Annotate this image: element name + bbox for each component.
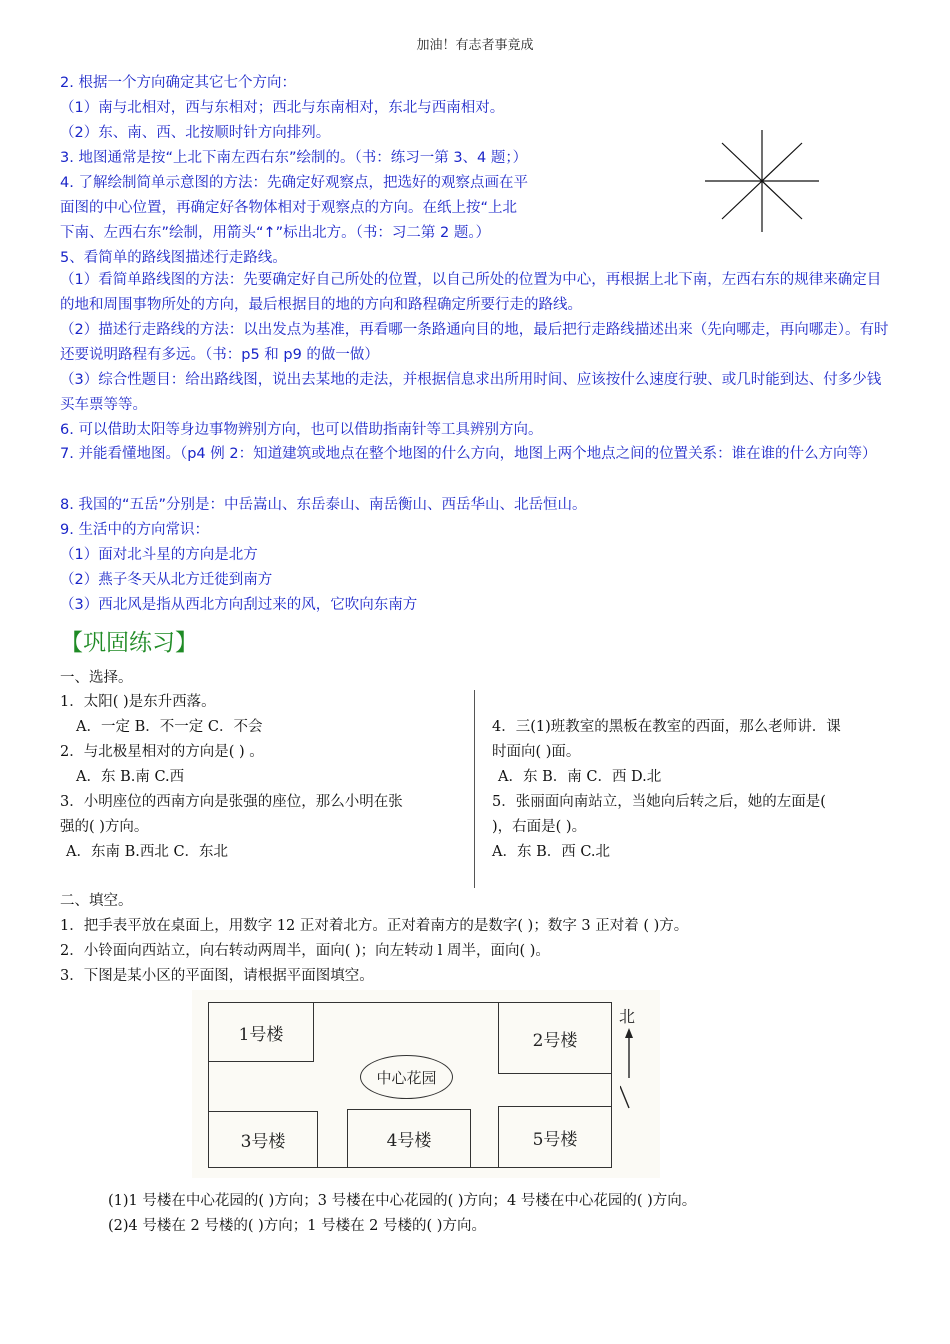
- building-3: 3号楼: [208, 1111, 318, 1168]
- choice-q2-options: A．东 B.南 C.西: [76, 769, 185, 785]
- point-5: 5、看简单的路线图描述行走路线。: [60, 250, 287, 266]
- point-9-1: （1）面对北斗星的方向是北方: [60, 547, 258, 563]
- fill-q3-sub-2: (2)4 号楼在 2 号楼的( )方向；1 号楼在 2 号楼的( )方向。: [108, 1218, 486, 1234]
- choice-q3-line-1: 3．小明座位的西南方向是张强的座位，那么小明在张: [60, 794, 403, 810]
- fill-title: 二、填空。: [60, 893, 133, 909]
- point-2-2: （2）东、南、西、北按顺时针方向排列。: [60, 125, 331, 141]
- central-garden: 中心花园: [360, 1055, 453, 1099]
- fill-q1: 1．把手表平放在桌面上，用数字 12 正对着北方。正对着南方的是数字( )；数字 3 正对着 ( )方。: [60, 918, 689, 934]
- point-7: 7. 并能看懂地图。（p4 例 2：知道建筑或地点在整个地图的什么方向，地图上两个地点之间的位置关系：谁在谁的什么方向等）: [60, 446, 877, 462]
- point-4-line-2: 面图的中心位置，再确定好各物体相对于观察点的方向。在纸上按“上北: [60, 200, 518, 216]
- point-8: 8. 我国的“五岳”分别是：中岳嵩山、东岳泰山、南岳衡山、西岳华山、北岳恒山。: [60, 497, 587, 513]
- point-4-line-1: 4. 了解绘制简单示意图的方法：先确定好观察点，把选好的观察点画在平: [60, 175, 528, 191]
- point-6: 6. 可以借助太阳等身边事物辨别方向，也可以借助指南针等工具辨别方向。: [60, 422, 543, 438]
- north-label: 北: [619, 1007, 636, 1026]
- fill-q3-sub-1: (1)1 号楼在中心花园的( )方向；3 号楼在中心花园的( )方向；4 号楼在中心花园的( )方向。: [108, 1193, 697, 1209]
- building-4: 4号楼: [347, 1109, 471, 1168]
- eight-directions-diagram: [700, 126, 825, 236]
- point-5-1: （1）看简单路线图的方法：先要确定好自己所处的位置，以自己所处的位置为中心，再根据上北下南，左西右东的规律来确定目的地和周围事物所处的方向，最后根据目的地的方向和路程确定所要行走的路线。: [60, 272, 882, 313]
- choice-q5-line-2: )，右面是( )。: [492, 819, 587, 835]
- choice-q1: 1．太阳( )是东升西落。: [60, 694, 216, 710]
- point-4-line-3: 下南、左西右东”绘制，用箭头“↑”标出北方。（书：习二第 2 题。）: [60, 225, 491, 241]
- fill-q3: 3．下图是某小区的平面图，请根据平面图填空。: [60, 968, 374, 984]
- community-floor-plan: [192, 990, 660, 1178]
- point-2-1: （1）南与北相对，西与东相对；西北与东南相对，东北与西南相对。: [60, 100, 505, 116]
- choice-title: 一、选择。: [60, 670, 133, 686]
- point-5-3: （3）综合性题目：给出路线图，说出去某地的走法，并根据信息求出所用时间、应该按什么速度行驶、或几时能到达、付多少钱买车票等等。: [60, 372, 882, 413]
- choice-q4-options: A．东 B．南 C．西 D.北: [498, 769, 662, 785]
- column-divider: [474, 690, 475, 888]
- choice-q1-options: A．一定 B．不一定 C．不会: [76, 719, 263, 735]
- point-2: 2. 根据一个方向确定其它七个方向：: [60, 75, 296, 91]
- choice-q3-line-2: 强的( )方向。: [60, 819, 149, 835]
- north-arrow-icon: [620, 1028, 640, 1116]
- choice-q5-options: A．东 B．西 C.北: [492, 844, 611, 860]
- point-9: 9. 生活中的方向常识：: [60, 522, 209, 538]
- building-5: 5号楼: [498, 1106, 612, 1168]
- choice-q3-options: A．东南 B.西北 C．东北: [66, 844, 229, 860]
- building-1: 1号楼: [208, 1002, 314, 1062]
- point-9-3: （3）西北风是指从西北方向刮过来的风，它吹向东南方: [60, 597, 418, 613]
- choice-q4-line-2: 时面向( )面。: [492, 744, 581, 760]
- point-9-2: （2）燕子冬天从北方迁徙到南方: [60, 572, 273, 588]
- point-3: 3. 地图通常是按“上北下南左西右东”绘制的。（书：练习一第 3、4 题；）: [60, 150, 528, 166]
- page-header: 加油！有志者事竟成: [416, 38, 534, 53]
- building-2: 2号楼: [498, 1002, 612, 1074]
- choice-q5-line-1: 5．张丽面向南站立，当她向后转之后，她的左面是(: [492, 794, 826, 810]
- point-5-2: （2）描述行走路线的方法：以出发点为基准，再看哪一条路通向目的地，最后把行走路线描述出来（先向哪走，再向哪走）。有时还要说明路程有多远。（书：p5 和 p9 的做一做）: [60, 322, 889, 363]
- choice-q2: 2．与北极星相对的方向是( ) 。: [60, 744, 264, 760]
- fill-q2: 2．小铃面向西站立，向右转动两周半，面向( )；向左转动 l 周半，面向( )。: [60, 943, 550, 959]
- practice-heading: 【巩固练习】: [60, 630, 198, 656]
- choice-q4-line-1: 4．三(1)班教室的黑板在教室的西面，那么老师讲．课: [492, 719, 841, 735]
